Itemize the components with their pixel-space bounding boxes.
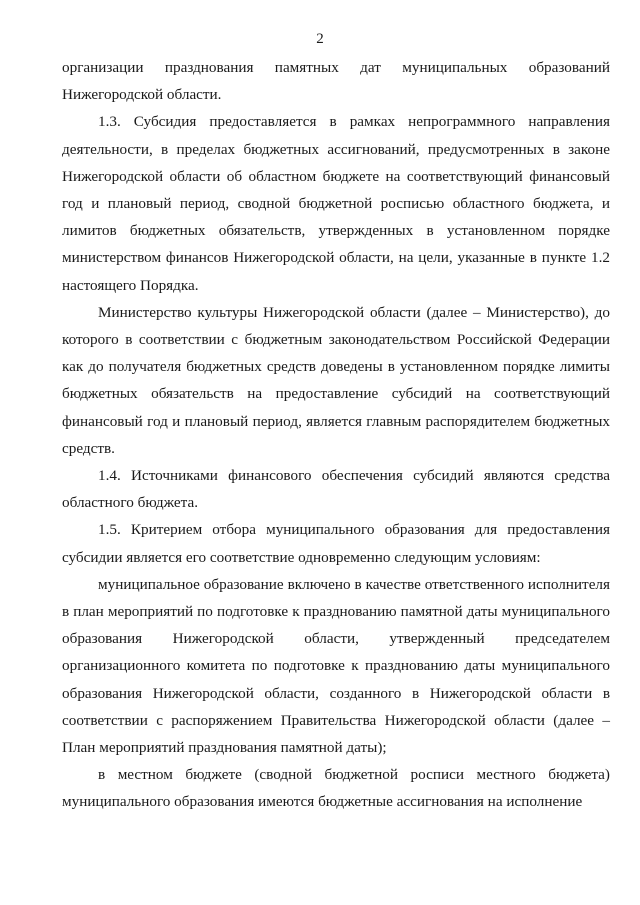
paragraph-condition-1: муниципальное образование включено в качестве ответственного исполнителя в план мероприятий по подготовке к празднованию памятной даты муниципального образования Нижегородской области, утвержденный председателем организационного комитета по подготовке к празднованию даты муниципального образования Нижегородской области, созданного в Нижегородской области в соответствии с распоряжением Правительства Нижегородской области (далее – План мероприятий празднования памятной даты); xyxy=(62,575,610,757)
paragraph-continuation: организации празднования памятных дат муниципальных образований Нижегородской области. xyxy=(62,59,610,104)
paragraph-1-3: 1.3. Субсидия предоставляется в рамках непрограммного направления деятельности, в пределах бюджетных ассигнований, предусмотренных в законе Нижегородской области об областном бюджете на соответствующий финансовый год и плановый период, сводной бюджетной росписью областного бюджета, и лимитов бюджетных обязательств, утвержденных в установленном порядке министерством финансов Нижегородской области, на цели, указанные в пункте 1.2 настоящего Порядка. xyxy=(62,113,610,294)
paragraph-1-4: 1.4. Источниками финансового обеспечения субсидий являются средства областного бюджета. xyxy=(62,467,610,512)
document-body xyxy=(62,54,610,816)
page-number: 2 xyxy=(316,31,324,47)
paragraph-1-5: 1.5. Критерием отбора муниципального образования для предоставления субсидии является его соответствие одновременно следующим условиям: xyxy=(62,521,610,566)
paragraph-condition-2: в местном бюджете (сводной бюджетной росписи местного бюджета) муниципального образования имеются бюджетные ассигнования на исполнение xyxy=(62,766,610,811)
paragraph-ministry: Министерство культуры Нижегородской области (далее – Министерство), до которого в соответствии с бюджетным законодательством Российской Федерации как до получателя бюджетных средств доведены в установленном порядке лимиты бюджетных обязательств на предоставление субсидий на соответствующий финансовый год и плановый период, является главным распорядителем бюджетных средств. xyxy=(62,303,610,457)
